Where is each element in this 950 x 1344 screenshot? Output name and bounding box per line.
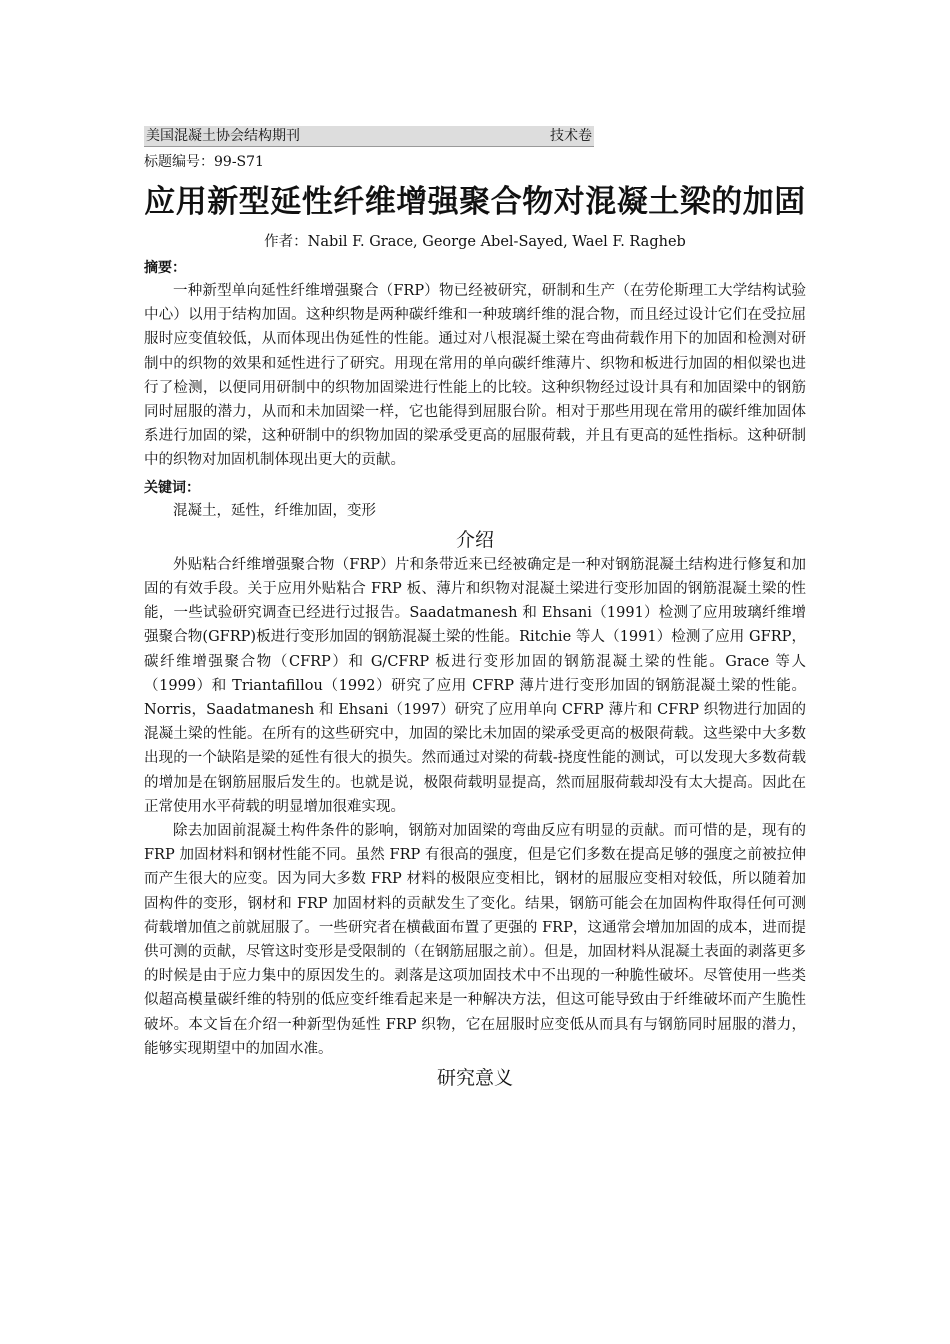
article-authors: 作者：Nabil F. Grace, George Abel-Sayed, Wael F. Ragheb [264,234,686,250]
keywords-text: 混凝土，延性，纤维加固，变形 [173,502,376,519]
research-significance-heading: 研究意义 [436,1067,513,1090]
abstract-text: 一种新型单向延性纤维增强聚合（FRP）物已经被研究，研制和生产（在劳伦斯理工大学结构试验中心）以用于结构加固。这种织物是两种碳纤维和一种玻璃纤维的混合物，而且经过设计它们在受拉屈服时应变值较低，从而体现出伪延性的性能。通过对八根混凝土梁在弯曲荷载作用下的加固和检测对研制中的织物的效果和延性进行了研究。用现在常用的单向碳纤维薄片、织物和板进行加固的相似梁也进行了检测，以便同用研制中的织物加固梁进行性能上的比较。这种织物经过设计具有和加固梁中的钢筋同时屈服的潜力，从而和未加固梁一样，它也能得到屈服台阶。相对于那些用现在常用的碳纤维加固体系进行加固的梁，这种研制中的织物加固的梁承受更高的屈服荷载，并且有更高的延性指标。这种研制中的织物对加固机制体现出更大的贡献。 [144,283,806,469]
introduction-paragraph-1: 外贴粘合纤维增强聚合物（FRP）片和条带近来已经被确定是一种对钢筋混凝土结构进行修复和加固的有效手段。关于应用外贴粘合 FRP 板、薄片和织物对混凝土梁进行变形加固的钢筋混凝土梁的性能，一些试验研究调查已经进行过报告。Saadatmanesh 和 Ehsani（1991）检测了应用玻璃纤维增强聚合物(GFRP)板进行变形加固的钢筋混凝土梁的性能。Ritchie 等人（1991）检测了应用 GFRP，碳纤维增强聚合物（CFRP）和 G/CFRP 板进行变形加固的钢筋混凝土梁的性能。Grace 等人（1999）和 Triantafillou（1992）研究了应用 CFRP 薄片进行变形加固的钢筋混凝土梁的性能。Norris，Saadatmanesh 和 Ehsani（1997）研究了应用单向 CFRP 薄片和 CFRP 织物进行加固的混凝土梁的性能。在所有的这些研究中，加固的梁比未加固的梁承受更高的极限荷载。这些梁中大多数出现的一个缺陷是梁的延性有很大的损失。然而通过对梁的荷载-挠度性能的测试，可以发现大多数荷载的增加是在钢筋屈服后发生的。也就是说，极限荷载明显提高，然而屈服荷载却没有太大提高。因此在正常使用水平荷载的明显增加很难实现。 [144,556,806,815]
page-content [144,126,806,1091]
journal-section: 技术卷 [550,128,592,144]
article-code: 标题编号：99-S71 [144,154,264,170]
introduction-paragraph-2: 除去加固前混凝土构件条件的影响，钢筋对加固梁的弯曲反应有明显的贡献。而可惜的是，现有的 FRP 加固材料和钢材性能不同。虽然 FRP 有很高的强度，但是它们多数在提高足够的强度之前被拉伸而产生很大的应变。因为同大多数 FRP 材料的极限应变相比，钢材的屈服应变相对较低，所以随着加固构件的变形，钢材和 FRP 加固材料的贡献发生了变化。结果，钢筋可能会在加固构件取得任何可测荷载增加值之前就屈服了。一些研究者在横截面布置了更强的 FRP，这通常会增加加固的成本，进而提供可测的贡献，尽管这时变形是受限制的（在钢筋屈服之前）。但是，加固材料从混凝土表面的剥落更多的时候是由于应力集中的原因发生的。剥落是这项加固技术中不出现的一种脆性破坏。尽管使用一些类似超高模量碳纤维的特别的低应变纤维看起来是一种解决方法，但这可能导致由于纤维破坏而产生脆性破坏。本文旨在介绍一种新型伪延性 FRP 织物，它在屈服时应变低从而具有与钢筋同时屈服的潜力，能够实现期望中的加固水准。 [144,823,806,1057]
journal-header-bar [144,126,594,147]
keywords-label: 关键词： [144,479,200,496]
journal-name: 美国混凝土协会结构期刊 [146,128,300,144]
abstract-label: 摘要： [144,260,186,276]
article-title: 应用新型延性纤维增强聚合物对混凝土梁的加固 [144,184,806,220]
introduction-heading: 介绍 [455,528,494,551]
